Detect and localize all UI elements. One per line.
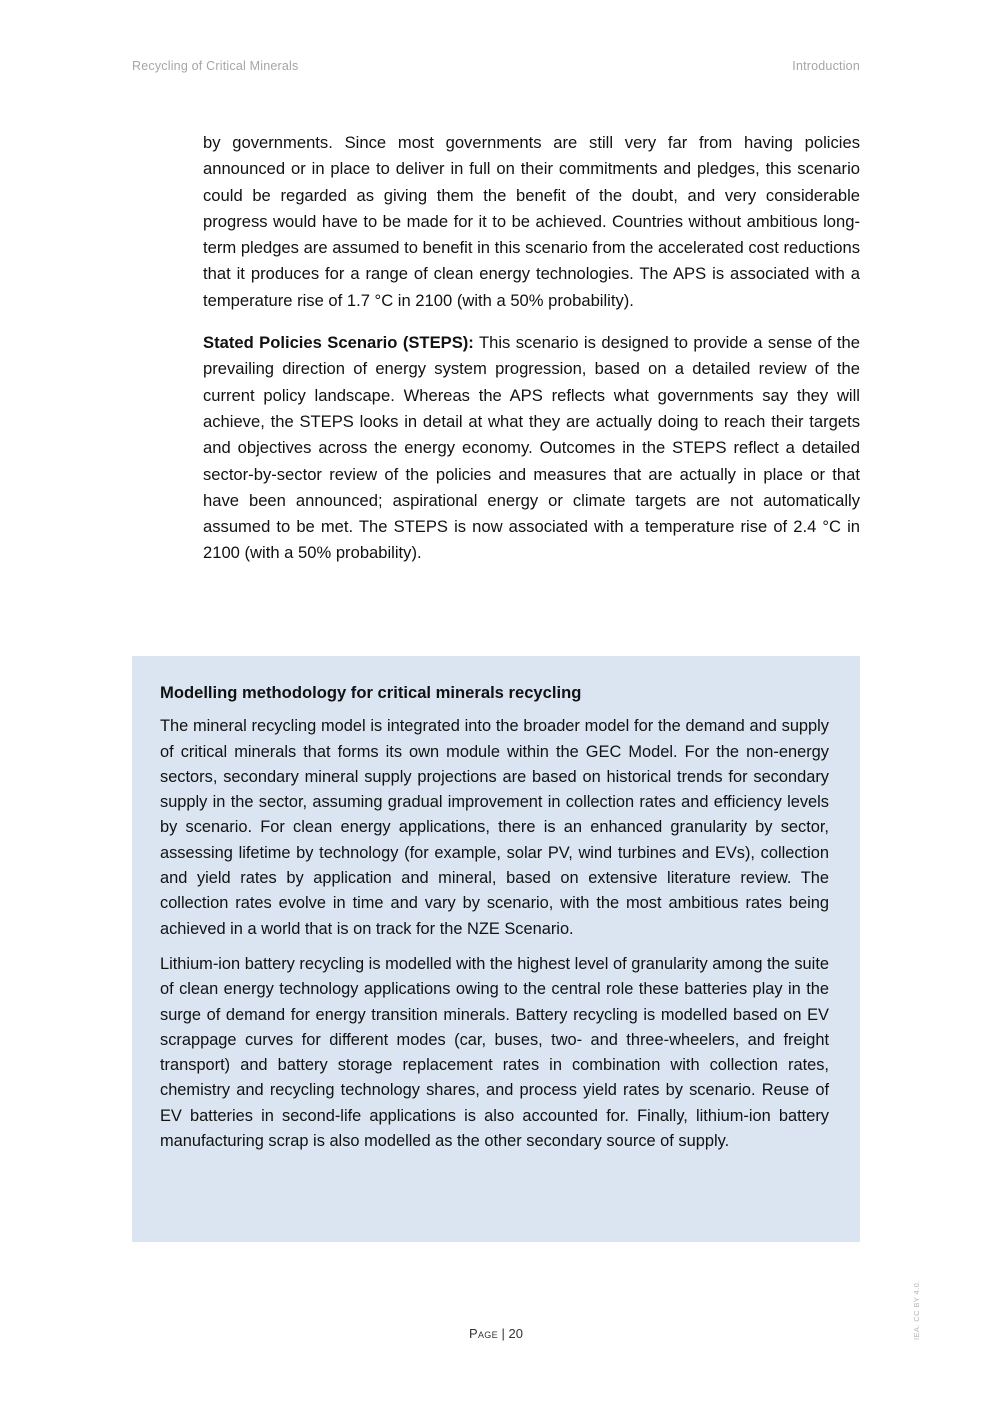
running-head-left: Recycling of Critical Minerals (132, 59, 299, 73)
steps-paragraph (203, 330, 860, 567)
page-separator: | (497, 1326, 509, 1341)
running-head-right: Introduction (792, 59, 860, 73)
steps-term: Stated Policies Scenario (STEPS): (203, 333, 474, 353)
page-label: Page (469, 1326, 498, 1341)
box-paragraph-2: Lithium-ion battery recycling is modelled with the highest level of granularity among the suite of clean energy technology applications owing to the central role these batteries play in the surge of demand for energy transition minerals. Battery recycling is modelled based on EV scrappage curves for different modes (car, buses, two- and three-wheelers, and freight transport) and battery storage replacement rates in combination with collection rates, chemistry and recycling technology shares, and process yield rates by scenario. Reuse of EV batteries in second-life applications is also accounted for. Finally, lithium-ion battery manufacturing scrap is also modelled as the other secondary source of supply. (160, 954, 829, 1151)
main-text (203, 130, 860, 583)
steps-definition: This scenario is designed to provide a sense of the prevailing direction of energy system progression, based on a detailed review of the current policy landscape. Whereas the APS reflects what governments say they will achieve, the STEPS looks in detail at what they are actually doing to reach their targets and objectives across the energy economy. Outcomes in the STEPS reflect a detailed sector-by-sector review of the policies and measures that are actually in place or that have been announced; aspirational energy or climate targets are not automatically assumed to be met. The STEPS is now associated with a temperature rise of 2.4 °C in 2100 (with a 50% probability). (203, 333, 860, 563)
box-title: Modelling methodology for critical minerals recycling (160, 683, 582, 702)
box-paragraph-1: The mineral recycling model is integrated into the broader model for the demand and supply of critical minerals that forms its own module within the GEC Model. For the non-energy sectors, secondary mineral supply projections are based on historical trends for secondary supply in the sector, assuming gradual improvement in collection rates and efficiency levels by scenario. For clean energy applications, there is an enhanced granularity by sector, assessing lifetime by technology (for example, solar PV, wind turbines and EVs), collection and yield rates by application and mineral, based on extensive literature review. The collection rates evolve in time and vary by scenario, with the most ambitious rates being achieved in a world that is on track for the NZE Scenario. (160, 717, 829, 938)
methodology-box (132, 656, 860, 1242)
methodology-box-content (160, 680, 829, 1164)
license-notice: IEA. CC BY 4.0. (912, 1280, 921, 1340)
page-footer (0, 1326, 992, 1341)
aps-continuation-paragraph: by governments. Since most governments are still very far from having policies announced or in place to deliver in full on their commitments and pledges, this scenario could be regarded as giving them the benefit of the doubt, and very considerable progress would have to be made for it to be achieved. Countries without ambitious long-term pledges are assumed to benefit in this scenario from the accelerated cost reductions that it produces for a range of clean energy technologies. The APS is associated with a temperature rise of 1.7 °C in 2100 (with a 50% probability). (203, 133, 860, 310)
page-number: 20 (508, 1326, 523, 1341)
